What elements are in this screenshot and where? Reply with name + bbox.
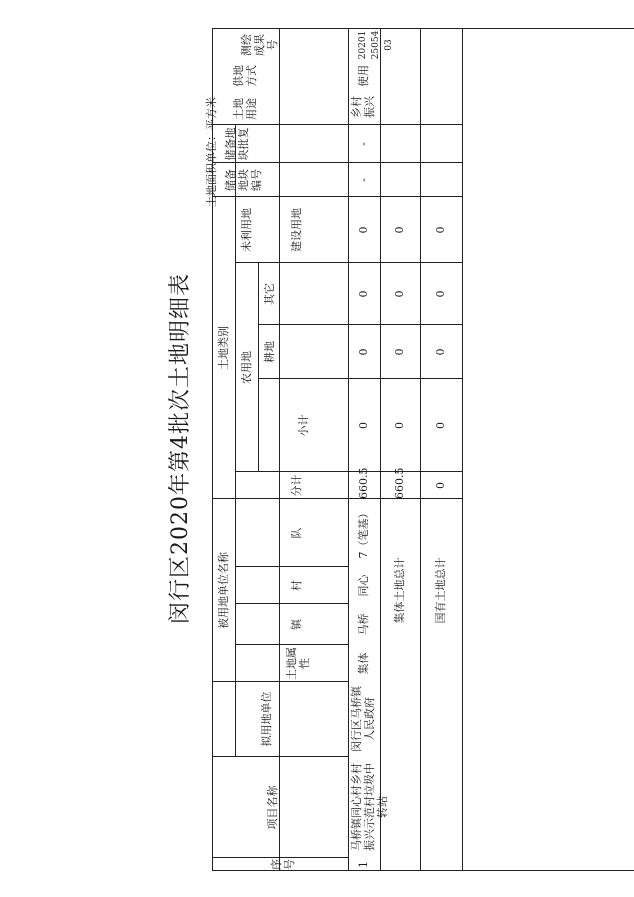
row-town: 马桥	[357, 613, 370, 636]
header-village: 村	[290, 580, 303, 591]
header-town: 镇	[290, 619, 303, 630]
header-other: 其它	[263, 283, 276, 305]
total-collective-agri-sub: 0	[393, 422, 406, 429]
header-ownership: 土地属性	[285, 647, 311, 680]
row-village: 同心	[357, 574, 370, 597]
header-project: 项目名称	[266, 785, 279, 830]
row-reserve-no: -	[357, 178, 370, 182]
total-state-cultivated: 0	[434, 348, 447, 356]
total-collective-cultivated: 0	[393, 348, 406, 356]
total-label-collective: 集体土地总计	[393, 557, 406, 624]
row-construction: 0	[357, 226, 370, 234]
header-land-use: 土地用途	[232, 98, 258, 120]
row-team: 7（笔基）	[357, 507, 370, 559]
total-collective-subtotal: 660.5	[393, 467, 406, 499]
header-seq: 序号	[270, 859, 296, 870]
row-land-use: 乡村振兴	[350, 96, 376, 118]
total-label-state: 国有土地总计	[434, 557, 447, 624]
total-collective-other: 0	[393, 290, 406, 298]
row-reserve-approval: -	[357, 142, 370, 146]
header-construction: 建设用地	[290, 208, 303, 252]
header-land-category: 土地类别	[217, 326, 230, 370]
total-state-subtotal: 0	[434, 482, 447, 489]
row-agri-sub: 0	[357, 422, 370, 429]
header-unused: 未利用地	[240, 208, 253, 252]
row-project: 马桥镇同心村乡村振兴示范村垃圾中转站	[350, 763, 389, 851]
header-agri-sub: 小计	[297, 414, 310, 437]
header-reserve-approval: 储备地块批复	[224, 127, 250, 161]
header-reserve-no: 储备地块编号	[224, 169, 263, 191]
total-state-agri-sub: 0	[434, 422, 447, 429]
header-applicant: 拟用地单位	[260, 691, 273, 747]
total-collective-construction: 0	[393, 226, 406, 234]
row-ownership: 集体	[357, 652, 370, 675]
header-occupied-unit: 被用地单位名称	[217, 552, 230, 629]
header-supply: 供地方式	[232, 65, 258, 87]
header-team: 队	[290, 527, 303, 539]
row-applicant: 闵行区马桥镇人民政府	[350, 686, 376, 752]
header-subtotal: 分计	[290, 474, 303, 497]
row-survey-no: 202012505403	[358, 30, 394, 60]
row-seq: 1	[357, 861, 370, 868]
row-subtotal: 660.5	[357, 467, 370, 499]
row-cultivated: 0	[357, 348, 370, 356]
unit-note: 土地面积单位：平方米	[205, 97, 218, 207]
row-supply: 使用	[357, 65, 370, 87]
row-other: 0	[357, 290, 370, 298]
header-agri: 农用地	[240, 351, 253, 384]
header-cultivated: 耕地	[263, 341, 276, 363]
total-state-construction: 0	[434, 226, 447, 234]
page-title: 闵行区2020年第4批次土地明细表	[168, 273, 193, 624]
header-survey-no: 测绘成果号	[240, 34, 279, 56]
total-state-other: 0	[434, 290, 447, 298]
